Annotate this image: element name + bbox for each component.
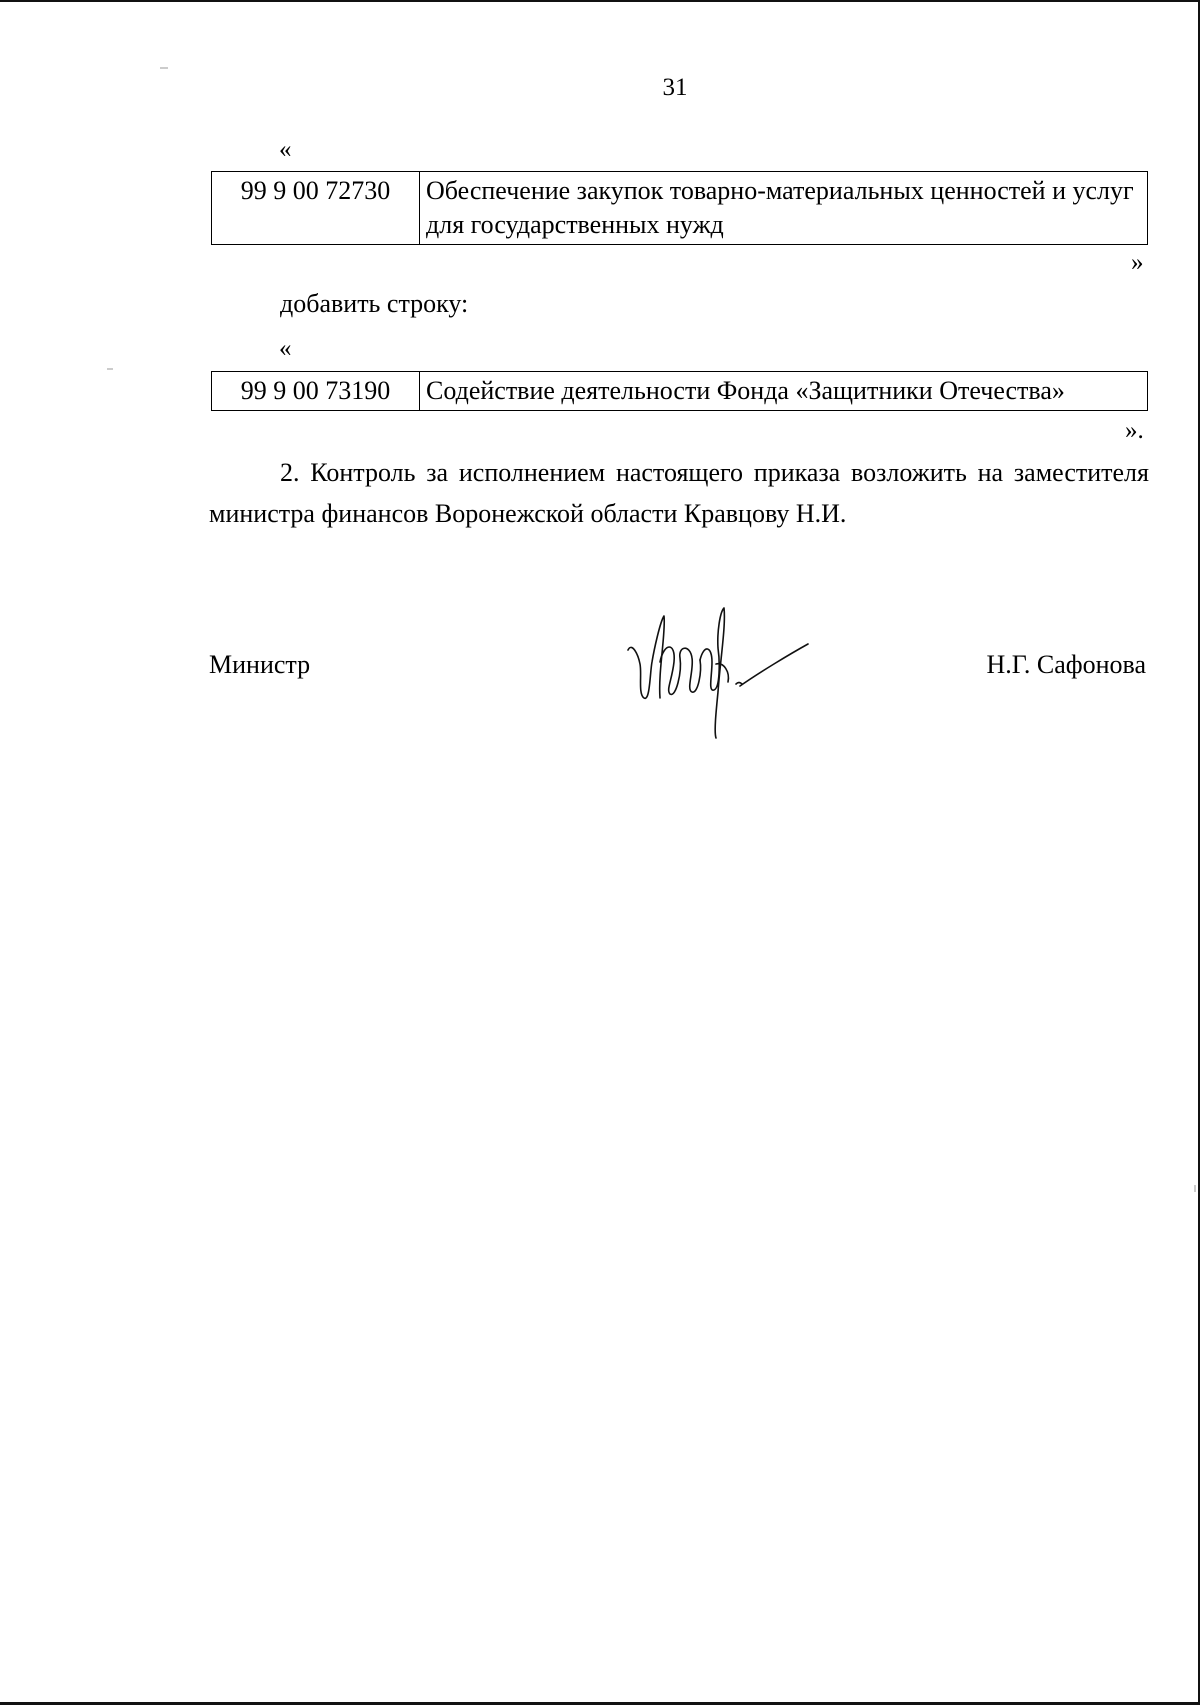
signatory-title: Министр xyxy=(209,650,311,679)
table-row xyxy=(212,172,1148,245)
budget-code-cell: 99 9 00 73190 xyxy=(212,372,420,411)
budget-description-cell: Содействие деятельности Фонда «Защитники Отечества» xyxy=(420,372,1148,411)
budget-table-existing xyxy=(211,171,1148,245)
signatory-name: Н.Г. Сафонова xyxy=(986,650,1146,679)
budget-code-cell: 99 9 00 72730 xyxy=(212,172,420,245)
instruction-text: добавить строку: xyxy=(280,289,469,318)
closing-quote: » xyxy=(1131,249,1144,276)
page-number: 31 xyxy=(662,74,688,101)
control-paragraph: 2. Контроль за исполнением настоящего приказа возложить на заместителя министра финансов Воронежской области Кравцову Н.И. xyxy=(209,458,1149,528)
table-row xyxy=(212,372,1148,411)
budget-description-cell: Обеспечение закупок товарно-материальных ценностей и услуг для государственных нужд xyxy=(420,172,1148,245)
opening-quote: « xyxy=(279,335,292,362)
opening-quote: « xyxy=(279,136,292,163)
closing-quote: ». xyxy=(1125,417,1144,444)
handwritten-signature xyxy=(620,602,820,742)
budget-table-added xyxy=(211,371,1148,411)
scan-artifacts xyxy=(0,2,1200,1707)
